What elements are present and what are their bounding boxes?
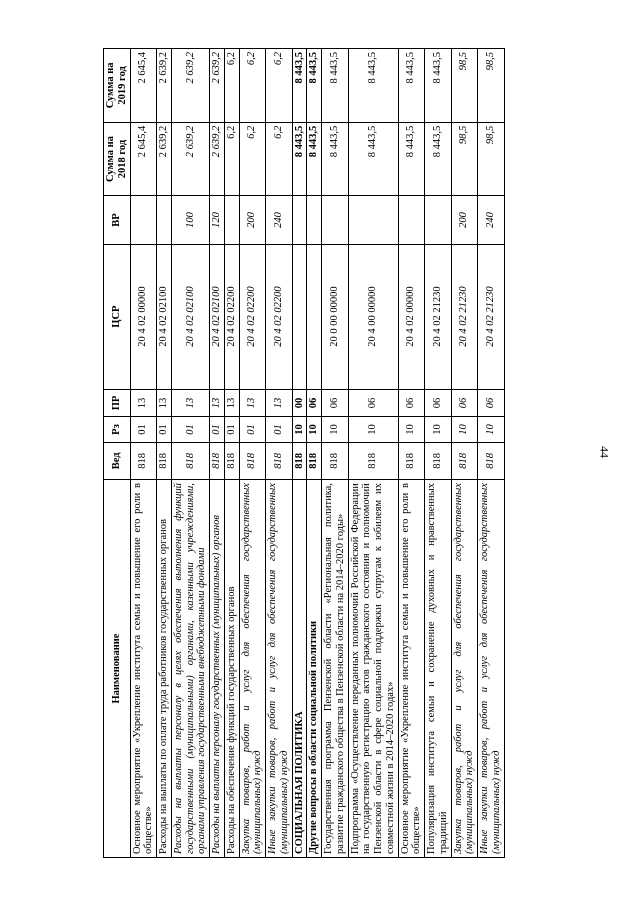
cell-rz: 10 <box>478 417 505 442</box>
table-row <box>266 49 293 858</box>
header-pr: ПР <box>104 389 131 417</box>
cell-pr: 06 <box>307 389 322 417</box>
table-body <box>130 49 504 858</box>
cell-sum-2019: 8 443,5 <box>398 49 425 123</box>
cell-name: Основное мероприятие «Укрепление института семьи и повышение его роли в обществе» <box>398 480 425 858</box>
cell-pr: 00 <box>292 389 307 417</box>
cell-sum-2019: 2 639,2 <box>171 49 209 123</box>
cell-vr: 240 <box>266 196 293 244</box>
cell-sum-2019: 8 443,5 <box>348 49 398 123</box>
cell-rz: 01 <box>266 417 293 442</box>
cell-name: Закупка товаров, работ и услуг для обеспечения государственных (муниципальных) нужд <box>239 480 266 858</box>
cell-name: Расходы на выплаты по оплате труда работников государственных органов <box>157 480 172 858</box>
cell-name: Подпрограмма «Осуществление переданных полномочий Российской Федерации на государственную регистрацию актов гражданского состояния и полномочий Пензенской области в сфере социальной поддержки супругам к юбилеям их совместной жизни в 2014–2020 годах» <box>348 480 398 858</box>
header-sum-2019: Сумма на 2019 год <box>104 49 131 123</box>
cell-sum-2018: 2 639,2 <box>171 122 209 196</box>
cell-name: Основное мероприятие «Укрепление института семьи и повышение его роли в обществе» <box>130 480 157 858</box>
cell-name: Популяризация института семьи и сохранение духовных и нравственных традиций <box>425 480 452 858</box>
cell-sum-2018: 6,2 <box>266 122 293 196</box>
cell-sum-2019: 98,5 <box>478 49 505 123</box>
cell-csr: 20 4 02 02100 <box>210 244 225 389</box>
table-row <box>478 49 505 858</box>
cell-rz: 10 <box>322 417 349 442</box>
cell-vr <box>224 196 239 244</box>
cell-pr: 06 <box>322 389 349 417</box>
cell-pr: 13 <box>239 389 266 417</box>
cell-ved: 818 <box>157 442 172 479</box>
cell-sum-2019: 98,5 <box>451 49 478 123</box>
cell-ved: 818 <box>292 442 307 479</box>
cell-pr: 13 <box>157 389 172 417</box>
cell-csr: 20 0 00 00000 <box>322 244 349 389</box>
cell-name: Государственная программа Пензенской области «Региональная политика, развитие гражданского общества в Пензенской области на 2014–2020 годы» <box>322 480 349 858</box>
cell-sum-2018: 6,2 <box>239 122 266 196</box>
cell-csr: 20 4 02 21230 <box>425 244 452 389</box>
table-row <box>224 49 239 858</box>
cell-ved: 818 <box>266 442 293 479</box>
cell-pr: 13 <box>210 389 225 417</box>
cell-rz: 01 <box>157 417 172 442</box>
page-number: 44 <box>597 446 612 458</box>
cell-csr: 20 4 02 02200 <box>224 244 239 389</box>
table-row <box>451 49 478 858</box>
header-vr: ВР <box>104 196 131 244</box>
cell-vr: 200 <box>239 196 266 244</box>
cell-sum-2018: 2 645,4 <box>130 122 157 196</box>
cell-name: Иные закупки товаров, работ и услуг для обеспечения государственных (муниципальных) нужд <box>478 480 505 858</box>
cell-sum-2019: 6,2 <box>239 49 266 123</box>
cell-sum-2018: 8 443,5 <box>322 122 349 196</box>
table-row <box>398 49 425 858</box>
cell-pr: 06 <box>425 389 452 417</box>
table-row <box>307 49 322 858</box>
cell-name: Иные закупки товаров, работ и услуг для обеспечения государственных (муниципальных) нужд <box>266 480 293 858</box>
budget-table <box>103 48 505 858</box>
cell-csr: 20 4 02 00000 <box>130 244 157 389</box>
cell-sum-2019: 6,2 <box>224 49 239 123</box>
cell-vr: 200 <box>451 196 478 244</box>
cell-sum-2019: 2 645,4 <box>130 49 157 123</box>
cell-sum-2019: 8 443,5 <box>307 49 322 123</box>
cell-vr <box>348 196 398 244</box>
cell-name: Расходы на обеспечение функций государственных органов <box>224 480 239 858</box>
table-row <box>171 49 209 858</box>
cell-rz: 10 <box>398 417 425 442</box>
cell-name: Расходы на выплаты персоналу в целях обеспечения выполнения функций государственными (муниципальными) органами, казенными учреждениями, органами управления государственными внебюджетными фондами <box>171 480 209 858</box>
cell-name: Другие вопросы в области социальной политики <box>307 480 322 858</box>
header-csr: ЦСР <box>104 244 131 389</box>
cell-sum-2018: 8 443,5 <box>307 122 322 196</box>
cell-rz: 10 <box>292 417 307 442</box>
cell-pr: 13 <box>224 389 239 417</box>
cell-ved: 818 <box>239 442 266 479</box>
cell-csr: 20 4 02 02100 <box>171 244 209 389</box>
cell-sum-2019: 2 639,2 <box>210 49 225 123</box>
table-row <box>130 49 157 858</box>
cell-csr <box>292 244 307 389</box>
cell-ved: 818 <box>130 442 157 479</box>
table-header-row <box>104 49 131 858</box>
cell-sum-2018: 2 639,2 <box>210 122 225 196</box>
cell-name: Закупка товаров, работ и услуг для обеспечения государственных (муниципальных) нужд <box>451 480 478 858</box>
cell-sum-2018: 98,5 <box>478 122 505 196</box>
cell-vr <box>130 196 157 244</box>
cell-rz: 10 <box>307 417 322 442</box>
header-rz: Рз <box>104 417 131 442</box>
cell-ved: 818 <box>224 442 239 479</box>
cell-vr: 120 <box>210 196 225 244</box>
cell-ved: 818 <box>307 442 322 479</box>
cell-vr <box>398 196 425 244</box>
cell-rz: 10 <box>425 417 452 442</box>
cell-ved: 818 <box>210 442 225 479</box>
cell-sum-2018: 8 443,5 <box>425 122 452 196</box>
cell-vr <box>157 196 172 244</box>
cell-ved: 818 <box>425 442 452 479</box>
cell-rz: 01 <box>224 417 239 442</box>
cell-ved: 818 <box>322 442 349 479</box>
cell-csr: 20 4 02 21230 <box>451 244 478 389</box>
cell-sum-2018: 2 639,2 <box>157 122 172 196</box>
cell-rz: 01 <box>239 417 266 442</box>
cell-pr: 06 <box>478 389 505 417</box>
cell-vr <box>292 196 307 244</box>
cell-vr: 240 <box>478 196 505 244</box>
cell-pr: 06 <box>398 389 425 417</box>
cell-ved: 818 <box>171 442 209 479</box>
cell-vr <box>322 196 349 244</box>
cell-pr: 13 <box>171 389 209 417</box>
cell-csr: 20 4 02 02200 <box>239 244 266 389</box>
cell-sum-2018: 6,2 <box>224 122 239 196</box>
cell-sum-2019: 2 639,2 <box>157 49 172 123</box>
cell-csr: 20 4 02 21230 <box>478 244 505 389</box>
cell-sum-2019: 8 443,5 <box>292 49 307 123</box>
cell-ved: 818 <box>348 442 398 479</box>
cell-rz: 01 <box>171 417 209 442</box>
cell-csr: 20 4 02 00000 <box>398 244 425 389</box>
cell-name: Расходы на выплаты персоналу государственных (муниципальных) органов <box>210 480 225 858</box>
cell-ved: 818 <box>478 442 505 479</box>
cell-vr <box>425 196 452 244</box>
cell-sum-2019: 8 443,5 <box>425 49 452 123</box>
table-row <box>157 49 172 858</box>
cell-csr: 20 4 02 02100 <box>157 244 172 389</box>
cell-name: СОЦИАЛЬНАЯ ПОЛИТИКА <box>292 480 307 858</box>
cell-csr <box>307 244 322 389</box>
cell-sum-2018: 8 443,5 <box>292 122 307 196</box>
table-row <box>322 49 349 858</box>
cell-sum-2019: 6,2 <box>266 49 293 123</box>
table-row <box>239 49 266 858</box>
cell-csr: 20 4 02 02200 <box>266 244 293 389</box>
table-row <box>348 49 398 858</box>
table-row <box>292 49 307 858</box>
cell-rz: 01 <box>130 417 157 442</box>
cell-pr: 13 <box>130 389 157 417</box>
cell-rz: 10 <box>451 417 478 442</box>
cell-ved: 818 <box>451 442 478 479</box>
cell-sum-2018: 8 443,5 <box>348 122 398 196</box>
cell-sum-2018: 8 443,5 <box>398 122 425 196</box>
cell-vr: 100 <box>171 196 209 244</box>
cell-rz: 10 <box>348 417 398 442</box>
header-sum-2018: Сумма на 2018 год <box>104 122 131 196</box>
cell-pr: 13 <box>266 389 293 417</box>
cell-ved: 818 <box>398 442 425 479</box>
header-name: Наименование <box>104 480 131 858</box>
cell-sum-2019: 8 443,5 <box>322 49 349 123</box>
table-row <box>210 49 225 858</box>
cell-vr <box>307 196 322 244</box>
cell-rz: 01 <box>210 417 225 442</box>
cell-pr: 06 <box>451 389 478 417</box>
table-row <box>425 49 452 858</box>
cell-csr: 20 4 00 00000 <box>348 244 398 389</box>
rotated-page <box>103 48 633 858</box>
header-ved: Вед <box>104 442 131 479</box>
cell-pr: 06 <box>348 389 398 417</box>
cell-sum-2018: 98,5 <box>451 122 478 196</box>
